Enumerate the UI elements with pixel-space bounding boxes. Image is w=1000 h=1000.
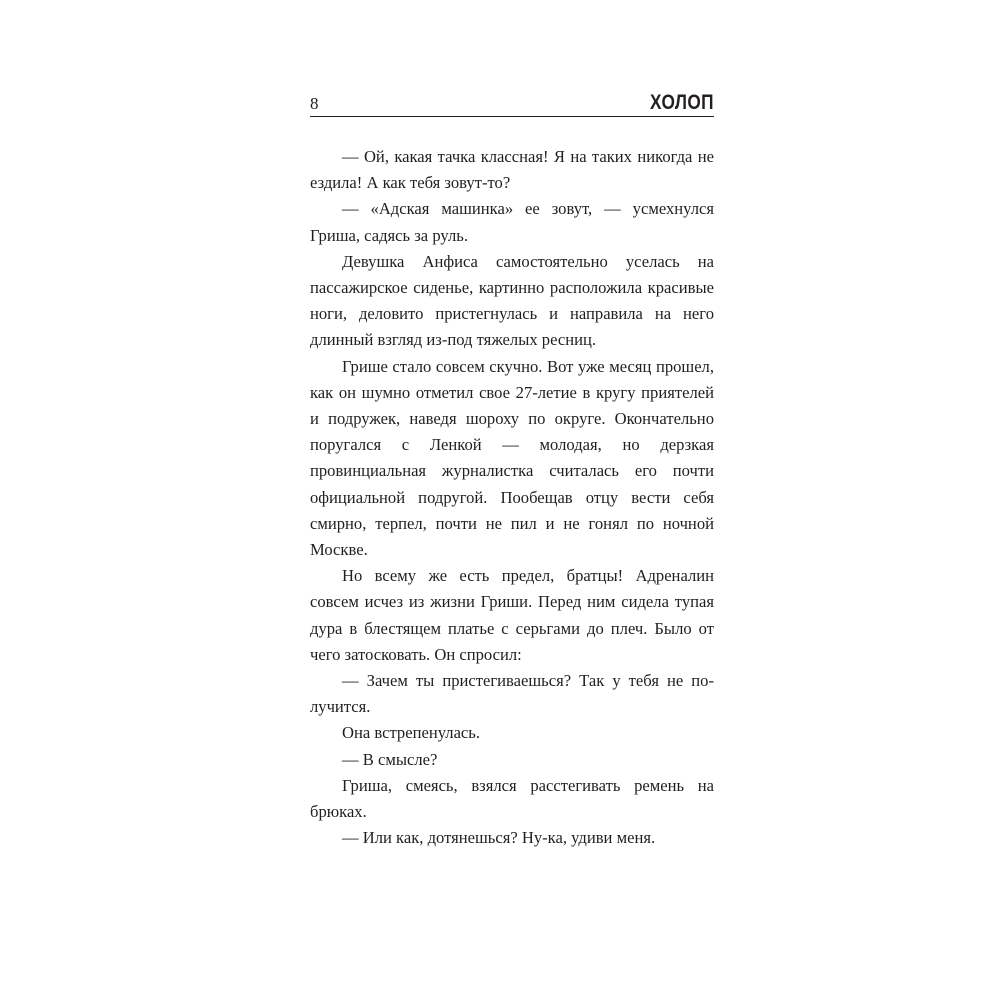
page-number: 8 bbox=[310, 94, 319, 113]
paragraph: — Или как, дотянешься? Ну-ка, удиви меня. bbox=[342, 828, 656, 848]
paragraph: — Зачем ты пристегиваешься? Так у тебя не получится. bbox=[310, 671, 714, 717]
paragraph: Она встрепенулась. bbox=[342, 723, 481, 743]
book-title: ХОЛОП bbox=[650, 91, 714, 114]
body-text bbox=[310, 144, 714, 851]
paragraph: — «Адская машинка» ее зовут, — усмехнулся Гриша, садясь за руль. bbox=[310, 199, 714, 245]
paragraph: Но всему же есть предел, братцы! Адреналин совсем исчез из жизни Гриши. Перед ним сидела тупая дура в блестящем платье с серьгами до плеч. Было от чего затосковать. Он спросил: bbox=[310, 566, 714, 664]
paragraph: Грише стало совсем скучно. Вот уже месяц прошел, как он шумно отметил свое 27-летие в кругу приятелей и подружек, наведя шороху по округе. Окончательно поругался с Ленкой — молодая, но дерзкая провинциальная журналистка считалась его почти официальной подругой. Пообещав отцу вести себя смирно, терпел, почти не пил и не гонял по ночной Москве. bbox=[310, 356, 714, 560]
paragraph: — В смысле? bbox=[342, 749, 438, 769]
paragraph: Девушка Анфиса самостоятельно уселась на пассажирское сиденье, картинно расположила красивые ноги, деловито пристегнулась и направила на него длинный взгляд из-под тяжелых ресниц. bbox=[310, 251, 714, 350]
paragraph: — Ой, какая тачка классная! Я на таких никогда не ездила! А как тебя зовут-то? bbox=[310, 147, 714, 193]
running-head bbox=[310, 84, 714, 117]
paragraph: Гриша, смеясь, взялся расстегивать ремень на брюках. bbox=[310, 775, 714, 822]
book-page bbox=[310, 84, 714, 851]
